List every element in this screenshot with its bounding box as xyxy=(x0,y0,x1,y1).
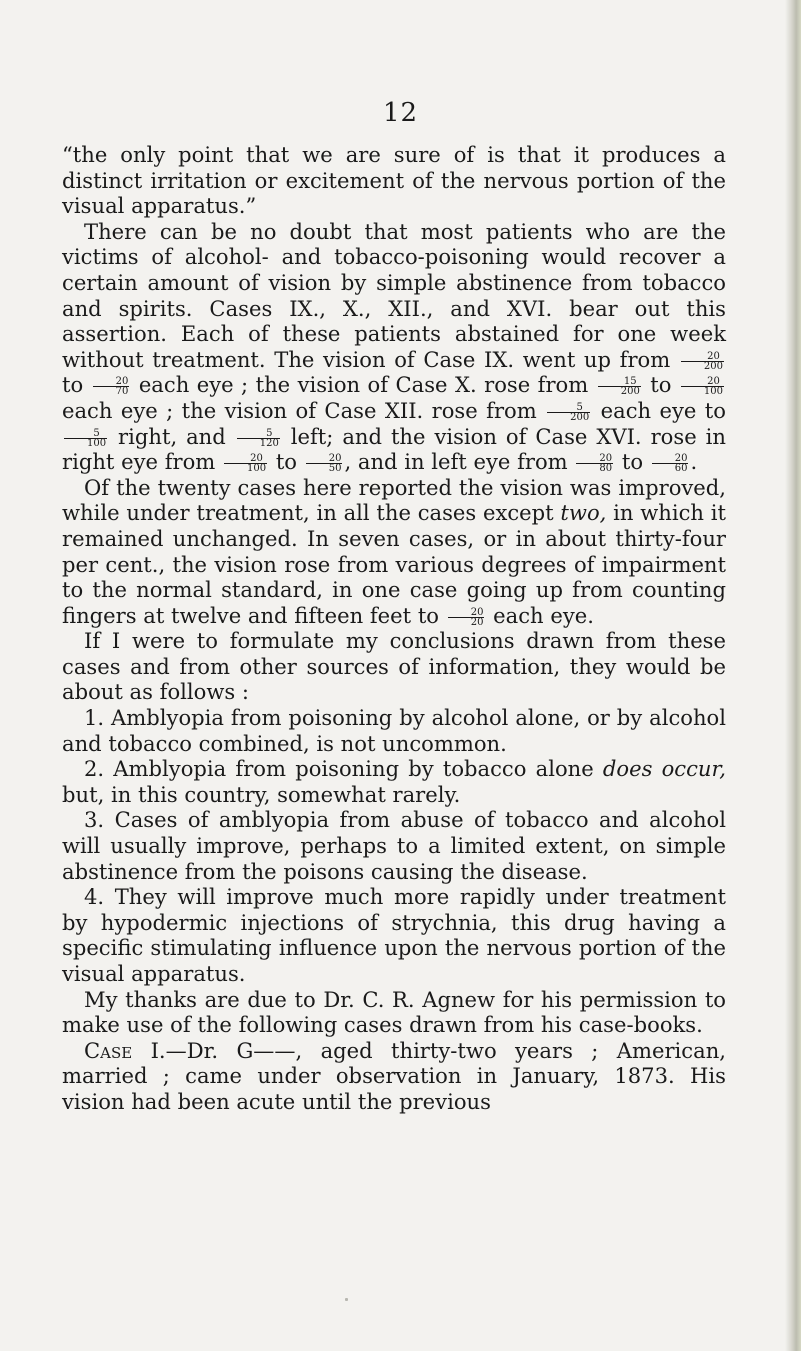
paragraph-acknowledgement: My thanks are due to Dr. C. R. Agnew for his permission to make use of the following cases drawn from his case-books. xyxy=(62,986,726,1038)
paragraph-abstinence xyxy=(62,219,726,475)
fraction-denominator: 50 xyxy=(328,463,342,475)
text-run: each eye. xyxy=(493,602,594,628)
conclusion-item-4: 4. They will improve much more rapidly under treatment by hypodermic injections of strychnia, this drug having a specific stimulating influence upon the nervous portion of the visual apparatus. xyxy=(62,884,726,986)
fraction-vision xyxy=(576,454,613,473)
fraction-denominator: 100 xyxy=(703,386,723,398)
paragraph-case-one xyxy=(62,1038,726,1115)
fraction-vision xyxy=(681,377,724,396)
fraction-vision xyxy=(224,454,267,473)
text-run: but, in this country, somewhat rarely. xyxy=(62,781,461,807)
fraction-numerator: 20 xyxy=(681,377,724,387)
text-run: to xyxy=(275,449,297,475)
fraction-numerator: 20 xyxy=(681,352,724,362)
paragraph-twenty-cases xyxy=(62,475,726,629)
body-text xyxy=(62,142,726,1115)
text-run: to xyxy=(621,449,644,475)
fraction-denominator: 100 xyxy=(87,437,107,449)
text-run: , and in left eye from xyxy=(344,449,568,475)
text-run: each eye ; the vision of Case X. rose from xyxy=(138,372,589,398)
fraction-denominator: 60 xyxy=(674,463,688,475)
fraction-denominator: 200 xyxy=(570,411,590,423)
paragraph-conclusions-intro: If I were to formulate my conclusions drawn from these cases and from other sources of information, they would be about as follows : xyxy=(62,628,726,705)
text-run: in which it remained unchanged. In seven cases, or in about thirty-four per cent., the vision rose from various degrees of impairment to the normal standard, in one case going up from counting fingers at twelve and fifteen feet to xyxy=(62,500,726,628)
text-run: each eye to xyxy=(600,397,726,423)
fraction-denominator: 20 xyxy=(470,616,484,628)
paragraph-quote-ending: “the only point that we are sure of is that it produces a distinct irritation or excitement of the nervous portion of the visual apparatus.” xyxy=(62,142,726,219)
text-run: There can be no doubt that most patients who are the victims of alcohol- and tobacco-poisoning would recover a certain amount of vision by simple abstinence from tobacco and spirits. Cases IX., X., XII., and XVI. bear out this assertion. Each of these patients abstained for one week without treatment. The vision of Case IX. went up from xyxy=(62,218,726,372)
emphasis-text: two, xyxy=(560,500,607,526)
fraction-vision xyxy=(306,454,343,473)
fraction-vision xyxy=(448,608,485,627)
fraction-vision xyxy=(93,377,130,396)
fraction-numerator: 15 xyxy=(598,377,641,387)
conclusion-item-1: 1. Amblyopia from poisoning by alcohol alone, or by alcohol and tobacco combined, is not uncommon. xyxy=(62,705,726,756)
fraction-numerator: 20 xyxy=(448,608,485,618)
page-number: 12 xyxy=(382,98,419,128)
text-run: 2. Amblyopia from poisoning by tobacco alone xyxy=(84,756,594,782)
emphasis-text: does occur, xyxy=(602,756,726,782)
text-run: to xyxy=(62,372,84,398)
text-run: right, and xyxy=(118,423,226,449)
fraction-vision xyxy=(64,429,107,448)
fraction-vision xyxy=(681,352,724,371)
fraction-numerator: 20 xyxy=(93,377,130,387)
fraction-vision xyxy=(652,454,689,473)
fraction-numerator: 20 xyxy=(576,454,613,464)
fraction-numerator: 20 xyxy=(652,454,689,464)
fraction-denominator: 100 xyxy=(247,463,267,475)
fraction-numerator: 5 xyxy=(64,429,107,439)
scan-speck xyxy=(345,1298,348,1301)
fraction-numerator: 20 xyxy=(224,454,267,464)
fraction-numerator: 5 xyxy=(547,403,590,413)
text-run: —Dr. G——, aged thirty-two years ; American, married ; came under observation in January, 1873. His vision had been acute until the previous xyxy=(62,1037,726,1114)
fraction-vision xyxy=(598,377,641,396)
text-run: each eye ; the vision of Case XII. rose from xyxy=(62,397,537,423)
fraction-vision xyxy=(237,429,280,448)
page-edge-shadow xyxy=(785,0,801,1351)
text-run: to xyxy=(650,372,672,398)
fraction-vision xyxy=(547,403,590,422)
fraction-denominator: 80 xyxy=(599,463,613,475)
fraction-numerator: 20 xyxy=(306,454,343,464)
fraction-denominator: 120 xyxy=(259,437,279,449)
text-run: left; and the vision of Case XVI. rose in right eye from xyxy=(62,423,726,475)
conclusion-item-2 xyxy=(62,756,726,807)
fraction-denominator: 200 xyxy=(620,386,640,398)
text-run: Of the twenty cases here reported the vision was improved, while under treatment, in all the cases except xyxy=(62,474,726,526)
conclusion-item-3: 3. Cases of amblyopia from abuse of tobacco and alcohol will usually improve, perhaps to a limited extent, on simple abstinence from the poisons causing the disease. xyxy=(62,807,726,884)
text-run: . xyxy=(690,449,698,475)
fraction-denominator: 70 xyxy=(115,386,129,398)
fraction-denominator: 200 xyxy=(703,360,723,372)
case-label: Case I. xyxy=(84,1037,166,1063)
fraction-numerator: 5 xyxy=(237,429,280,439)
